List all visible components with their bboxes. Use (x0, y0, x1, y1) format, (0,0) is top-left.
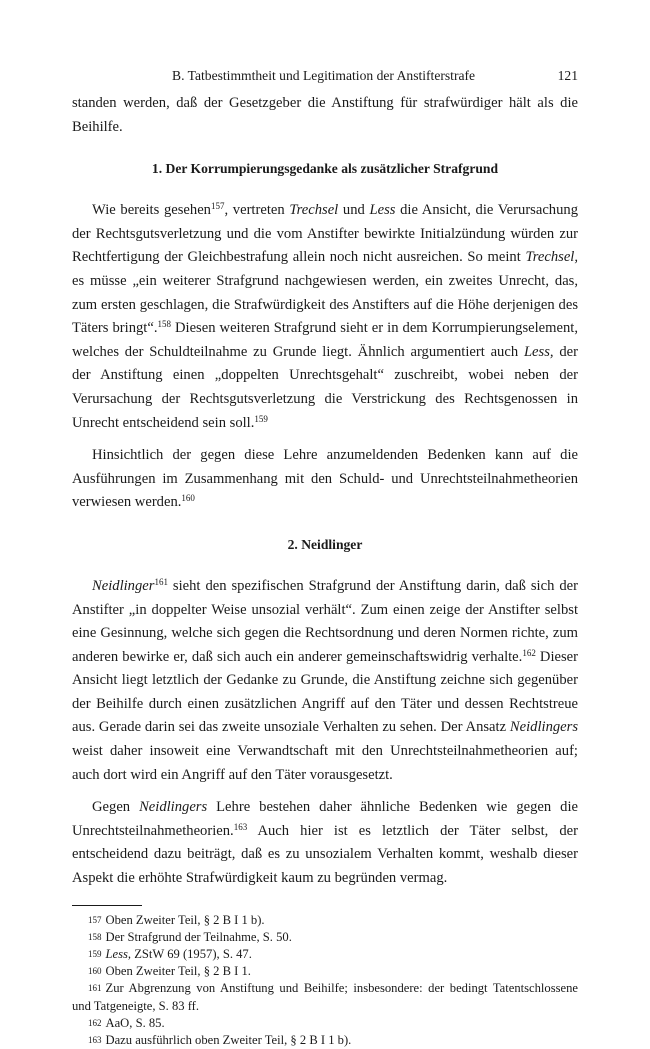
paragraph-korrumpierung: Wie bereits gesehen$^{157}$, vertreten Trechsel und Less die Ansicht, die Verursachung der Rechtsgutsverletzung und die vom Anstifter bewirkte Initialzündung würden zur Rechtfertigung der Gleichbestrafung allein noch nicht ausreichen. So meint Trechsel, es müsse „ein weiterer Strafgrund nachgewiesen werden, ein zweites Unrecht, das, zum ersten geschlagen, die Strafwürdigkeit des Anstifters auf die Höhe derjenigen des Täters bringt“.$^{158}$ Diesen weiteren Strafgrund sieht er in dem Korrumpierungselement, welches der Schuldteilnahme zu Grunde liegt. Ähnlich argumentiert auch Less, der der Anstiftung einen „doppelten Unrechtsgehalt“ zuschreibt, wobei neben der Verursachung der Rechtsgutsverletzung die Verstrickung des Rechtsgenossen in Unrecht entscheidend sein soll.$^{159}$ (72, 201, 578, 431)
footnotes (72, 912, 578, 1049)
footnote-158: 158 Der Strafgrund der Teilnahme, S. 50. (88, 929, 292, 944)
footnote-160: 160 Oben Zweiter Teil, § 2 B I 1. (88, 964, 251, 979)
footnote-161: 161 Zur Abgrenzung von Anstiftung und Beihilfe; insbesondere: der bedingt Tatentschlossene und Tatgeneigte, S. 83 ff. (72, 981, 578, 1013)
footnote-ref-161[interactable]: 161 (154, 576, 168, 587)
footnote-ref-160[interactable]: 160 (181, 493, 195, 504)
footnote-ref-159[interactable]: 159 (254, 413, 268, 424)
footnote-ref-163[interactable]: 163 (233, 821, 248, 832)
running-head (72, 64, 578, 86)
footnote-ref-157[interactable]: 157 (210, 201, 225, 212)
footnote-157: 157 Oben Zweiter Teil, § 2 B I 1 b). (88, 912, 265, 927)
footnote-ref-162[interactable]: 162 (522, 647, 536, 658)
paragraph-continued: standen werden, daß der Gesetzgeber die Anstiftung für strafwürdiger hält als die Beihilfe. (72, 95, 578, 135)
page-number: 121 (557, 68, 578, 83)
section-heading-2: 2. Neidlinger (287, 536, 363, 552)
footnote-ref-158[interactable]: 158 (157, 319, 171, 330)
footnote-162: 162 AaO, S. 85. (88, 1015, 165, 1030)
footnote-163: 163 Dazu ausführlich oben Zweiter Teil, § 2 B I 1 b). (88, 1033, 352, 1048)
footnote-separator (72, 905, 142, 906)
running-head-title: B. Tatbestimmtheit und Legitimation der Anstifterstrafe (172, 68, 476, 83)
paragraph-gegen-neidlinger: Gegen Neidlingers Lehre bestehen daher ähnliche Bedenken wie gegen die Unrechtsteilnahmetheorien.$^{163}$ Auch hier ist es letztlich der Täter selbst, der entscheidend dazu beiträgt, daß es zu unsozialem Verhalten kommt, weshalb dieser Aspekt die erhöhte Strafwürdigkeit kaum zu begründen vermag. (72, 799, 578, 887)
section-heading-1: 1. Der Korrumpierungsgedanke als zusätzlicher Strafgrund (151, 161, 499, 177)
footnote-159: 159 Less, ZStW 69 (1957), S. 47. (88, 947, 252, 962)
paragraph-bedenken: Hinsichtlich der gegen diese Lehre anzumeldenden Bedenken kann auf die Ausführungen im Zusammenhang mit den Schuld- und Unrechtsteilnahmetheorien verwiesen werden.$^{160}$ (72, 447, 578, 511)
paragraph-neidlinger: Neidlinger$^{161}$ sieht den spezifischen Strafgrund der Anstiftung darin, daß sich der Anstifter „in doppelter Weise unsozial verhält“. Zum einen zeige der Anstifter selbst eine Gesinnung, welche sich gegen die Rechtsordnung und deren Normen richte, zum anderen bewirke er, daß sich auch ein anderer gemeinschaftswidrig verhalte.$^{162}$ Dieser Ansicht liegt letztlich der Gedanke zu Grunde, die Anstiftung zeichne sich gegenüber der Beihilfe durch einen zusätzlichen Angriff auf den Täter und dessen Rechtstreue aus. Gerade darin sei das zweite unsoziale Verhalten zu sehen. Der Ansatz Neidlingers weist daher insoweit eine Verwandtschaft mit den Unrechtsteilnahmetheorien auf; auch dort wird ein Angriff auf den Täter vorausgesetzt. (72, 576, 578, 783)
